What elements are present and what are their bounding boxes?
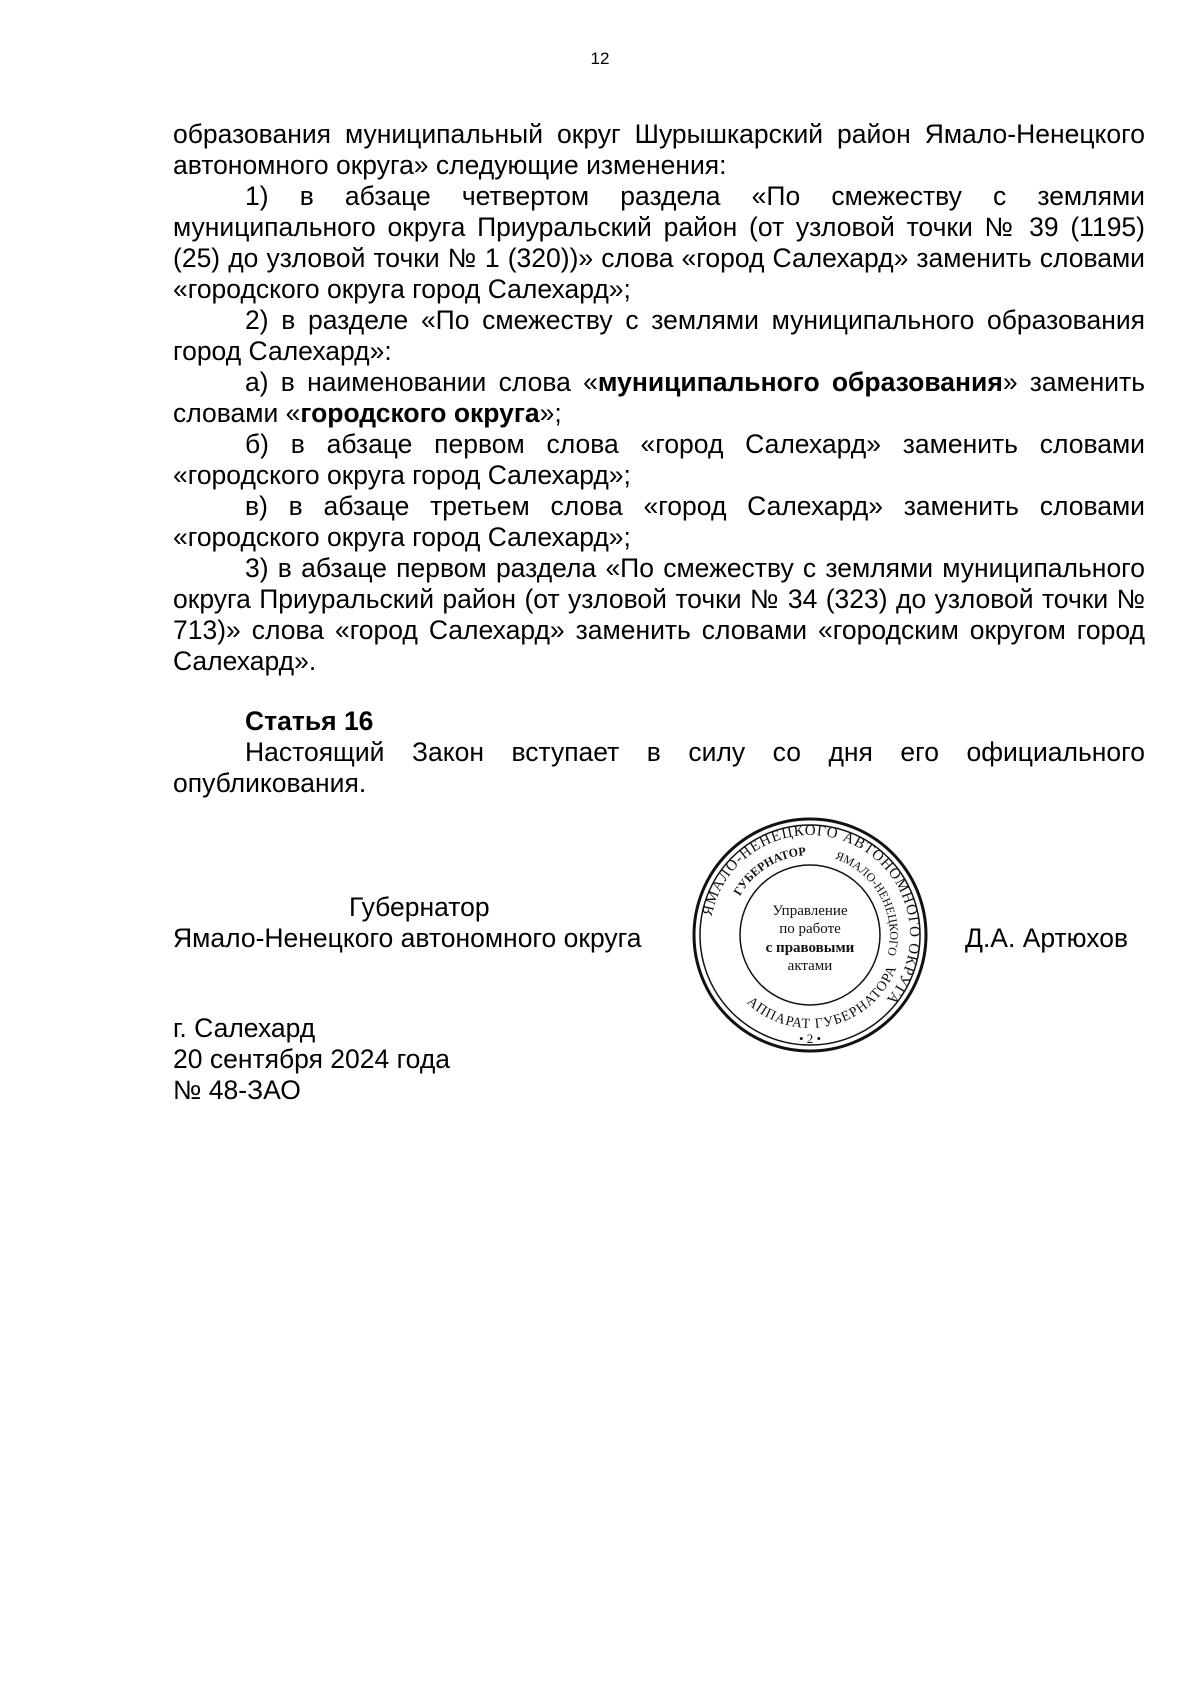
text-segment: 2) в разделе «По смежеству с землями муниципального образования город Салехард»: (173, 305, 1145, 366)
text-segment: » заменить словами « (173, 367, 1146, 428)
amendment-paragraph (173, 553, 1145, 677)
bold-text-segment: муниципального образования (597, 367, 1003, 397)
seal-center-line4: актами (787, 958, 833, 974)
text-segment: в) в абзаце третьем слова «город Салехард» заменить словами «городского округа город Салехард»; (173, 491, 1145, 552)
law-amendments-text (173, 119, 1145, 677)
amendment-paragraph (173, 429, 1145, 491)
signatory-title-line2: Ямало-Ненецкого автономного округа (173, 923, 642, 953)
text-segment: б) в абзаце первом слова «город Салехард» заменить словами «городского округа город Салехард»; (173, 429, 1145, 490)
seal-center-line2: по работе (779, 921, 841, 937)
amendment-paragraph (173, 367, 1145, 429)
text-segment: »; (539, 398, 562, 428)
amendment-paragraph (173, 491, 1145, 553)
text-segment: а) в наименовании слова « (245, 367, 598, 397)
text-segment: образования муниципальный округ Шурышкарский район Ямало-Ненецкого автономного округа» следующие изменения: (173, 119, 1145, 180)
place-date-block (173, 1013, 450, 1106)
page-number: 12 (590, 49, 610, 68)
article-heading: Статья 16 (245, 706, 374, 736)
amendment-paragraph (173, 305, 1145, 367)
seal-lower-text: АППАРАТ ГУБЕРНАТОРА (743, 962, 901, 1033)
article-text: Настоящий Закон вступает в силу со дня его официального опубликования. (173, 737, 1145, 798)
seal-inner-ring-text: ГУБЕРНАТОР (730, 844, 807, 899)
seal-inner-top-text: ЯМАЛО-НЕНЕЦКОГО (833, 848, 902, 958)
seal-outer-text: ЯМАЛО-НЕНЕЦКОГО АВТОНОМНОГО ОКРУГА (699, 822, 923, 1008)
signatory-title-line1: Губернатор (349, 892, 490, 922)
signing-date: 20 сентября 2024 года (173, 1044, 451, 1074)
signatory-title (173, 892, 673, 954)
city: г. Салехард (173, 1013, 316, 1043)
official-seal (690, 815, 930, 1055)
seal-bottom-mark: • 2 • (798, 1031, 822, 1046)
amendment-paragraph (173, 119, 1145, 181)
amendment-paragraph (173, 181, 1145, 305)
text-segment: 1) в абзаце четвертом раздела «По смежеству с землями муниципального округа Приуральский район (от узловой точки № 39 (1195) (25) до узловой точки № 1 (320))» слова «город Салехард» заменить словами «городского округа город Салехард»; (173, 181, 1145, 304)
seal-center-line1: Управление (772, 903, 848, 919)
text-segment: 3) в абзаце первом раздела «По смежеству с землями муниципального округа Приуральский район (от узловой точки № 34 (323) до узловой точки № 713)» слова «город Салехард» заменить словами «городским округом город Салехард». (173, 553, 1145, 676)
bold-text-segment: городского округа (300, 398, 540, 428)
law-number: № 48-ЗАО (173, 1075, 301, 1105)
signatory-name: Д.А. Артюхов (965, 923, 1129, 953)
seal-center-line3: с правовыми (765, 940, 855, 956)
